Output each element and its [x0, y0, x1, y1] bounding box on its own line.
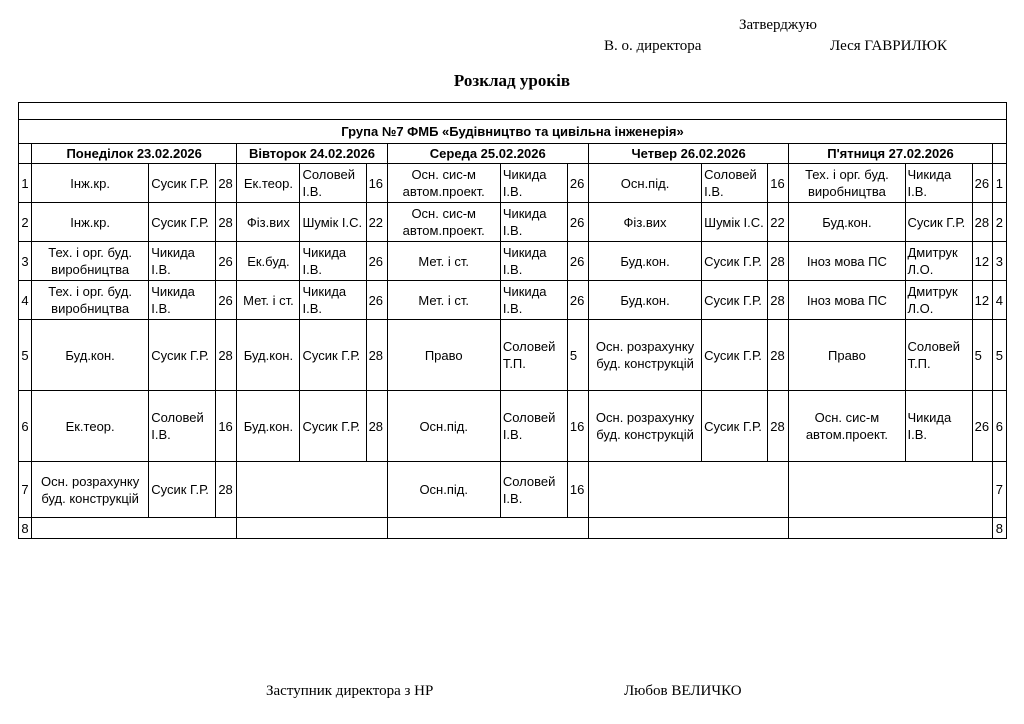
- lesson-teacher: Соловей І.В.: [300, 164, 366, 203]
- deputy-name: Любов ВЕЛИЧКО: [624, 683, 742, 699]
- lesson-number-left: 8: [19, 518, 32, 539]
- lesson-number-left: 6: [19, 391, 32, 462]
- lesson-room: 28: [972, 203, 992, 242]
- lesson-teacher: Дмитрук Л.О.: [905, 242, 972, 281]
- lesson-room: 22: [366, 203, 387, 242]
- lesson-room: 28: [216, 462, 237, 518]
- lesson-teacher: Сусик Г.Р.: [702, 391, 768, 462]
- lesson-room: 22: [768, 203, 789, 242]
- lesson-subject: Осн. сис-м автом.проект.: [789, 391, 905, 462]
- lesson-teacher: Сусик Г.Р.: [702, 320, 768, 391]
- lesson-subject: Іноз мова ПС: [789, 281, 905, 320]
- lesson-teacher: Соловей І.В.: [149, 391, 216, 462]
- lesson-teacher: Сусик Г.Р.: [702, 242, 768, 281]
- lesson-number-left: 7: [19, 462, 32, 518]
- lesson-row: [19, 462, 1007, 518]
- lesson-subject: Осн.під.: [387, 391, 500, 462]
- lesson-teacher: Шумік І.С.: [702, 203, 768, 242]
- lesson-room: 16: [768, 164, 789, 203]
- lesson-teacher: Сусик Г.Р.: [149, 164, 216, 203]
- lesson-room: 28: [768, 281, 789, 320]
- lesson-teacher: Сусик Г.Р.: [905, 203, 972, 242]
- lesson-teacher: Шумік І.С.: [300, 203, 366, 242]
- director-name: Леся ГАВРИЛЮК: [830, 38, 948, 54]
- lesson-row: [19, 164, 1007, 203]
- lesson-subject: Буд.кон.: [588, 281, 701, 320]
- lesson-subject: Буд.кон.: [32, 320, 149, 391]
- lesson-teacher: Соловей Т.П.: [905, 320, 972, 391]
- lesson-room: 28: [216, 203, 237, 242]
- lesson-subject: Буд.кон.: [789, 203, 905, 242]
- empty-lesson-cell: [32, 518, 237, 539]
- lesson-subject: Осн. розрахунку буд. конструкцій: [32, 462, 149, 518]
- lesson-number-left: 3: [19, 242, 32, 281]
- lesson-room: 28: [366, 320, 387, 391]
- lesson-room: 26: [366, 281, 387, 320]
- lesson-row: [19, 203, 1007, 242]
- lesson-room: 28: [366, 391, 387, 462]
- empty-lesson-cell: [588, 518, 788, 539]
- lesson-room: 28: [216, 320, 237, 391]
- header-corner-right: [992, 144, 1006, 164]
- lesson-room: 26: [972, 391, 992, 462]
- deputy-role: Заступник директора з НР: [266, 683, 434, 699]
- director-role: В. о. директора: [604, 38, 702, 54]
- lesson-row: [19, 391, 1007, 462]
- lesson-teacher: Чикида І.В.: [500, 242, 567, 281]
- days-header-row: [19, 144, 1007, 164]
- lesson-teacher: Сусик Г.Р.: [149, 203, 216, 242]
- lesson-room: 16: [567, 391, 588, 462]
- day-friday-header: П'ятниця 27.02.2026: [789, 144, 992, 164]
- lesson-teacher: Сусик Г.Р.: [149, 320, 216, 391]
- lesson-teacher: Соловей І.В.: [702, 164, 768, 203]
- lesson-number-left: 2: [19, 203, 32, 242]
- lesson-teacher: Соловей Т.П.: [500, 320, 567, 391]
- lesson-subject: Фіз.вих: [588, 203, 701, 242]
- lesson-subject: Буд.кон.: [237, 391, 300, 462]
- lesson-teacher: Соловей І.В.: [500, 462, 567, 518]
- lesson-room: 26: [567, 164, 588, 203]
- lesson-room: 26: [366, 242, 387, 281]
- lesson-subject: Мет. і ст.: [387, 281, 500, 320]
- lesson-teacher: Чикида І.В.: [905, 391, 972, 462]
- lesson-number-right: 5: [992, 320, 1006, 391]
- lesson-room: 26: [567, 281, 588, 320]
- lesson-room: 26: [567, 203, 588, 242]
- lesson-subject: Осн.під.: [588, 164, 701, 203]
- lesson-subject: Ек.теор.: [32, 391, 149, 462]
- lesson-subject: Тех. і орг. буд. виробництва: [32, 242, 149, 281]
- lesson-subject: Інж.кр.: [32, 164, 149, 203]
- empty-lesson-cell: [237, 518, 387, 539]
- lesson-teacher: Сусик Г.Р.: [300, 391, 366, 462]
- lesson-teacher: Чикида І.В.: [500, 164, 567, 203]
- lesson-number-left: 5: [19, 320, 32, 391]
- lesson-room: 28: [768, 391, 789, 462]
- lesson-number-right: 7: [992, 462, 1006, 518]
- day-thursday-header: Четвер 26.02.2026: [588, 144, 788, 164]
- lesson-subject: Буд.кон.: [237, 320, 300, 391]
- lesson-row: [19, 320, 1007, 391]
- lesson-room: 28: [216, 164, 237, 203]
- lesson-room: 16: [366, 164, 387, 203]
- header-corner-left: [19, 144, 32, 164]
- approval-label: Затверджую: [739, 17, 817, 33]
- lesson-subject: Осн. сис-м автом.проект.: [387, 164, 500, 203]
- lesson-teacher: Чикида І.В.: [500, 281, 567, 320]
- lesson-room: 12: [972, 242, 992, 281]
- lesson-room: 26: [216, 242, 237, 281]
- lesson-teacher: Чикида І.В.: [300, 281, 366, 320]
- lesson-subject: Фіз.вих: [237, 203, 300, 242]
- lesson-subject: Тех. і орг. буд. виробництва: [32, 281, 149, 320]
- empty-lesson-cell: [789, 518, 992, 539]
- lesson-teacher: Сусик Г.Р.: [300, 320, 366, 391]
- lesson-subject: Мет. і ст.: [237, 281, 300, 320]
- lesson-subject: Осн.під.: [387, 462, 500, 518]
- lesson-room: 28: [768, 320, 789, 391]
- lesson-teacher: Чикида І.В.: [300, 242, 366, 281]
- lesson-room: 5: [567, 320, 588, 391]
- lesson-room: 5: [972, 320, 992, 391]
- lesson-room: 26: [567, 242, 588, 281]
- lesson-teacher: Соловей І.В.: [500, 391, 567, 462]
- table-top-spacer: [19, 103, 1007, 120]
- schedule-table: [18, 102, 1007, 539]
- lesson-room: 12: [972, 281, 992, 320]
- lesson-subject: Право: [789, 320, 905, 391]
- lesson-subject: Ек.теор.: [237, 164, 300, 203]
- day-tuesday-header: Вівторок 24.02.2026: [237, 144, 387, 164]
- day-monday-header: Понеділок 23.02.2026: [32, 144, 237, 164]
- lesson-subject: Право: [387, 320, 500, 391]
- lesson-row: [19, 518, 1007, 539]
- lesson-number-right: 1: [992, 164, 1006, 203]
- group-title: Група №7 ФМБ «Будівництво та цивільна інженерія»: [19, 120, 1007, 144]
- lesson-number-right: 8: [992, 518, 1006, 539]
- empty-lesson-cell: [387, 518, 588, 539]
- lesson-subject: Мет. і ст.: [387, 242, 500, 281]
- lesson-subject: Іноз мова ПС: [789, 242, 905, 281]
- lesson-room: 16: [567, 462, 588, 518]
- lesson-subject: Осн. розрахунку буд. конструкцій: [588, 320, 701, 391]
- lesson-teacher: Чикида І.В.: [905, 164, 972, 203]
- lesson-row: [19, 281, 1007, 320]
- lesson-subject: Буд.кон.: [588, 242, 701, 281]
- lesson-number-right: 6: [992, 391, 1006, 462]
- lesson-number-left: 1: [19, 164, 32, 203]
- lesson-teacher: Чикида І.В.: [149, 281, 216, 320]
- lesson-room: 26: [216, 281, 237, 320]
- lesson-number-right: 4: [992, 281, 1006, 320]
- lesson-number-left: 4: [19, 281, 32, 320]
- lesson-room: 26: [972, 164, 992, 203]
- lesson-subject: Осн. розрахунку буд. конструкцій: [588, 391, 701, 462]
- lesson-subject: Тех. і орг. буд. виробництва: [789, 164, 905, 203]
- lesson-number-right: 3: [992, 242, 1006, 281]
- empty-lesson-cell: [588, 462, 788, 518]
- lesson-teacher: Дмитрук Л.О.: [905, 281, 972, 320]
- lesson-teacher: Чикида І.В.: [500, 203, 567, 242]
- lesson-number-right: 2: [992, 203, 1006, 242]
- lesson-room: 16: [216, 391, 237, 462]
- empty-lesson-cell: [789, 462, 992, 518]
- lesson-room: 28: [768, 242, 789, 281]
- lesson-teacher: Сусик Г.Р.: [149, 462, 216, 518]
- lesson-subject: Інж.кр.: [32, 203, 149, 242]
- lesson-row: [19, 242, 1007, 281]
- day-wednesday-header: Середа 25.02.2026: [387, 144, 588, 164]
- lesson-teacher: Чикида І.В.: [149, 242, 216, 281]
- empty-lesson-cell: [237, 462, 387, 518]
- lesson-teacher: Сусик Г.Р.: [702, 281, 768, 320]
- lesson-subject: Ек.буд.: [237, 242, 300, 281]
- document-title: Розклад уроків: [453, 71, 571, 90]
- lesson-subject: Осн. сис-м автом.проект.: [387, 203, 500, 242]
